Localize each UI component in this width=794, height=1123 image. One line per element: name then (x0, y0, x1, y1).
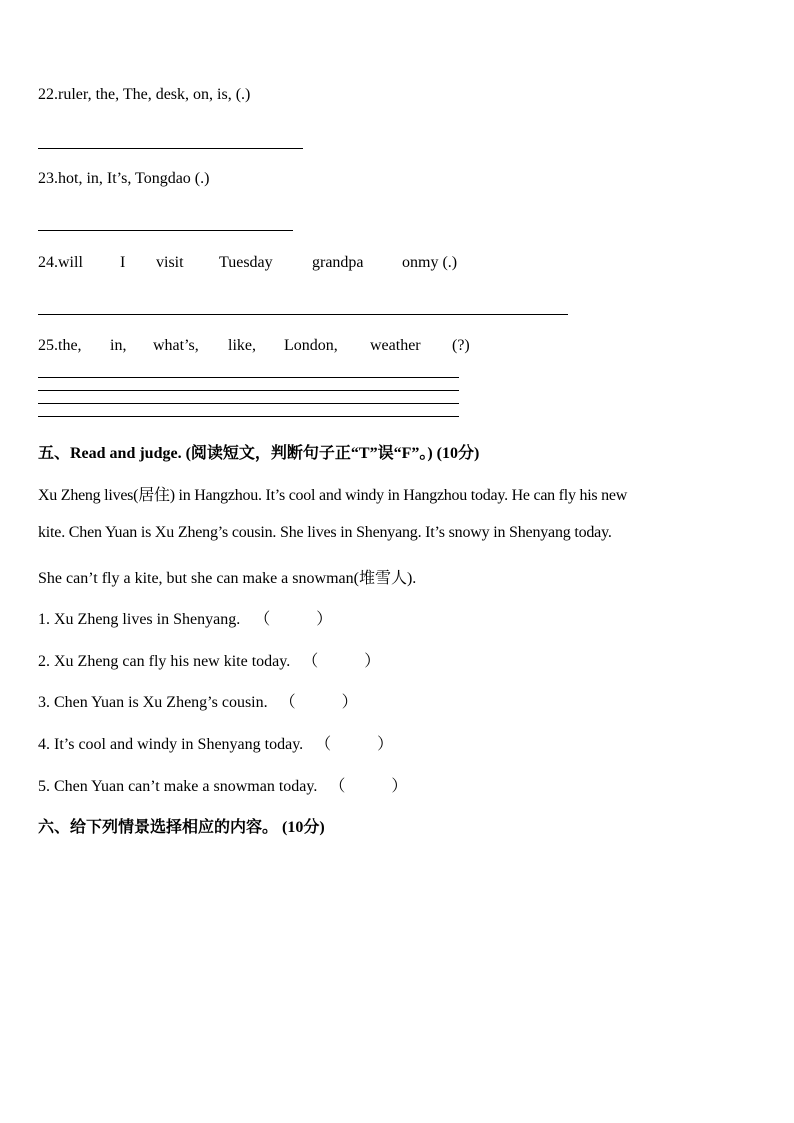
answer-paren-close[interactable]: ） (316, 611, 333, 628)
answer-paren-open[interactable]: （ (254, 611, 271, 628)
answer-line-25[interactable] (38, 390, 459, 391)
answer-paren-close[interactable]: ） (377, 736, 394, 753)
answer-paren-open[interactable]: （ (315, 736, 332, 753)
answer-line-22[interactable] (38, 148, 303, 149)
answer-paren-close[interactable]: ） (391, 778, 408, 795)
judge-item-text: 2. Xu Zheng can fly his new kite today. (38, 653, 291, 670)
q24-word: 24.will (38, 254, 83, 271)
answer-paren-open[interactable]: （ (279, 694, 296, 711)
judge-item (38, 606, 332, 629)
q24-word: grandpa (312, 254, 364, 271)
answer-line-25[interactable] (38, 377, 459, 378)
judge-item (38, 731, 393, 754)
q25-word: 25.the, (38, 337, 82, 354)
answer-paren-open[interactable]: （ (302, 653, 319, 670)
answer-paren-close[interactable]: ） (341, 694, 358, 711)
q25-word: (?) (452, 337, 470, 354)
judge-item-text: 4. It’s cool and windy in Shenyang today. (38, 736, 304, 753)
judge-item-text: 3. Chen Yuan is Xu Zheng’s cousin. (38, 694, 268, 711)
section-5-heading: 五、Read and judge. (阅读短文，判断句子正“T”误“F”。) (10分) (38, 445, 480, 462)
section-6-heading: 六、给下列情景选择相应的内容。 (10分) (38, 819, 325, 836)
answer-line-25[interactable] (38, 403, 459, 404)
question-22: 22.ruler, the, The, desk, on, is, (.) (38, 86, 251, 103)
passage-line: She can’t fly a kite, but she can make a snowman(堆雪人). (38, 570, 417, 587)
q25-word: weather (370, 337, 421, 354)
answer-line-25[interactable] (38, 416, 459, 417)
q24-word: visit (156, 254, 184, 271)
answer-paren-open[interactable]: （ (329, 778, 346, 795)
question-24 (38, 254, 457, 272)
q24-word: onmy (.) (402, 254, 458, 271)
judge-item-text: 5. Chen Yuan can’t make a snowman today. (38, 778, 318, 795)
answer-line-23[interactable] (38, 230, 293, 231)
passage-line: Xu Zheng lives(居住) in Hangzhou. It’s cool and windy in Hangzhou today. He can fly his new (38, 487, 628, 504)
passage-line: kite. Chen Yuan is Xu Zheng’s cousin. She lives in Shenyang. It’s snowy in Shenyang today. (38, 524, 612, 541)
q25-word: what’s, (153, 337, 199, 354)
judge-item-text: 1. Xu Zheng lives in Shenyang. (38, 611, 241, 628)
q24-word: I (120, 254, 126, 271)
q24-word: Tuesday (219, 254, 273, 271)
judge-item (38, 773, 407, 796)
answer-paren-close[interactable]: ） (364, 653, 381, 670)
judge-item (38, 648, 380, 671)
q25-word: London, (284, 337, 338, 354)
q25-word: in, (110, 337, 127, 354)
question-25 (38, 337, 470, 355)
answer-line-24[interactable] (38, 314, 568, 315)
question-23: 23.hot, in, It’s, Tongdao (.) (38, 170, 210, 187)
q25-word: like, (228, 337, 256, 354)
judge-item (38, 689, 358, 712)
